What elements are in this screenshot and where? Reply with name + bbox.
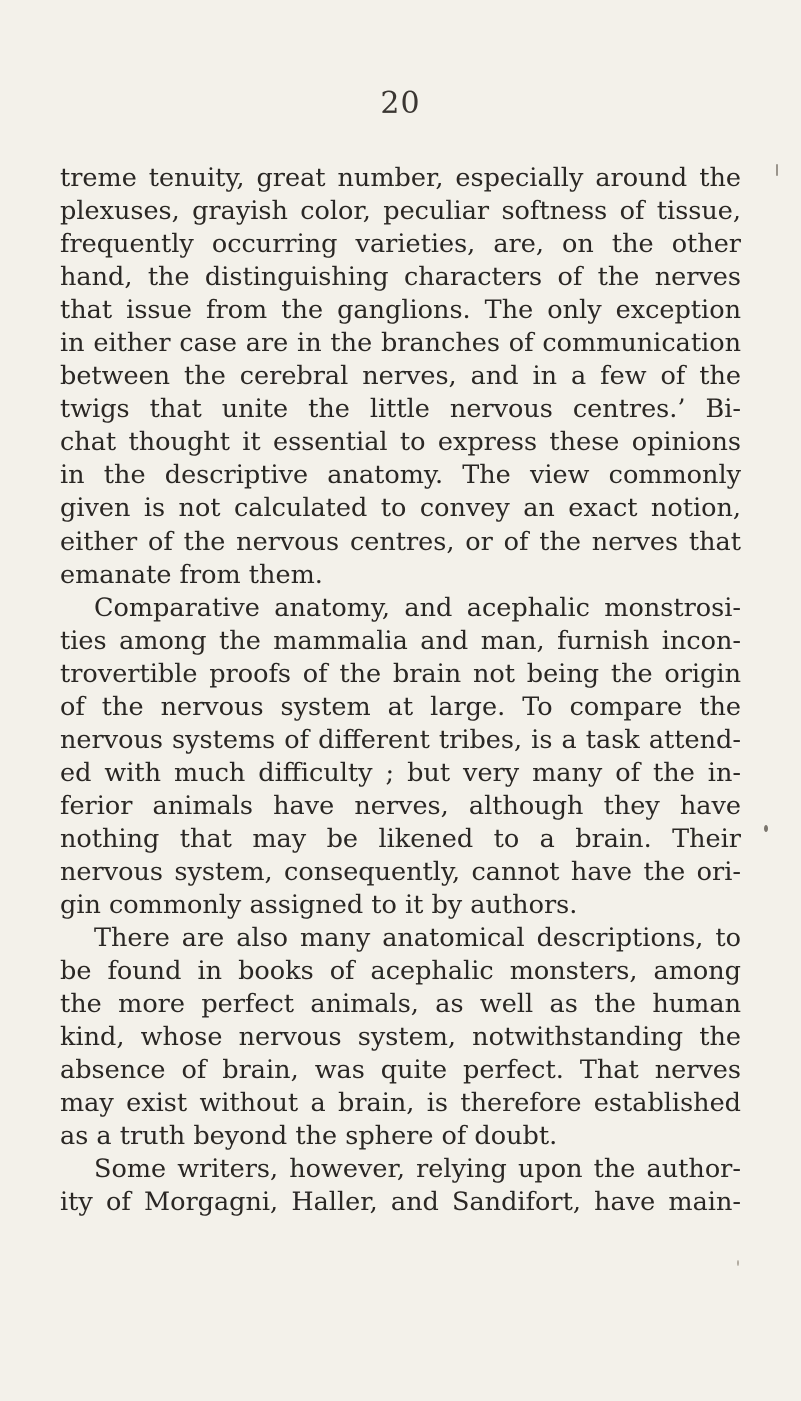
text-line: ferior animals have nerves, although they have — [60, 790, 741, 821]
text-line: chat thought it essential to express these opinions — [60, 427, 741, 458]
text-line: nothing that may be likened to a brain. Their — [60, 823, 741, 854]
text-line: between the cerebral nerves, and in a few of the — [60, 361, 741, 392]
text-line: may exist without a brain, is therefore established — [60, 1088, 741, 1119]
text-line: frequently occurring varieties, are, on the other — [60, 229, 741, 260]
text-line: given is not calculated to convey an exact notion, — [60, 493, 741, 524]
text-line: trovertible proofs of the brain not being the origin — [60, 658, 741, 689]
paper-speck — [737, 1260, 739, 1266]
text-line: be found in books of acephalic monsters, among — [60, 956, 741, 987]
text-line: of the nervous system at large. To compare the — [60, 691, 741, 722]
paragraph-last-line: emanate from them. — [60, 559, 323, 590]
text-line: twigs that unite the little nervous centres.’ Bi- — [60, 394, 741, 425]
page-number: 20 — [380, 86, 421, 121]
text-line: nervous systems of different tribes, is a task attend- — [60, 724, 741, 755]
body-text — [60, 162, 741, 1220]
text-line: plexuses, grayish color, peculiar softness of tissue, — [60, 196, 741, 227]
text-line: in the descriptive anatomy. The view commonly — [60, 460, 741, 491]
paper-speck — [776, 164, 778, 176]
text-line: that issue from the ganglions. The only exception — [60, 295, 741, 326]
paragraph-last-line: gin commonly assigned to it by authors. — [60, 890, 578, 921]
text-line: in either case are in the branches of communication — [60, 328, 741, 359]
text-line: treme tenuity, great number, especially around the — [60, 163, 741, 193]
text-line: ity of Morgagni, Haller, and Sandifort, have main- — [60, 1187, 741, 1218]
paragraph-first-line: Some writers, however, relying upon the author- — [94, 1154, 741, 1185]
text-line: hand, the distinguishing characters of the nerves — [60, 262, 741, 293]
paragraph-first-line: There are also many anatomical descriptions, to — [94, 923, 741, 954]
paragraph-first-line: Comparative anatomy, and acephalic monstrosi- — [94, 592, 741, 623]
paper-speck — [764, 825, 768, 832]
text-line: ed with much difficulty ; but very many of the in- — [60, 757, 741, 788]
text-line: the more perfect animals, as well as the human — [60, 989, 741, 1020]
text-line: either of the nervous centres, or of the nerves that — [60, 526, 741, 557]
text-line: kind, whose nervous system, notwithstanding the — [60, 1022, 741, 1053]
paragraph-last-line: as a truth beyond the sphere of doubt. — [60, 1121, 558, 1152]
text-line: ties among the mammalia and man, furnish incon- — [60, 625, 741, 656]
text-line: absence of brain, was quite perfect. That nerves — [60, 1055, 741, 1086]
text-line: nervous system, consequently, cannot have the ori- — [60, 856, 741, 887]
